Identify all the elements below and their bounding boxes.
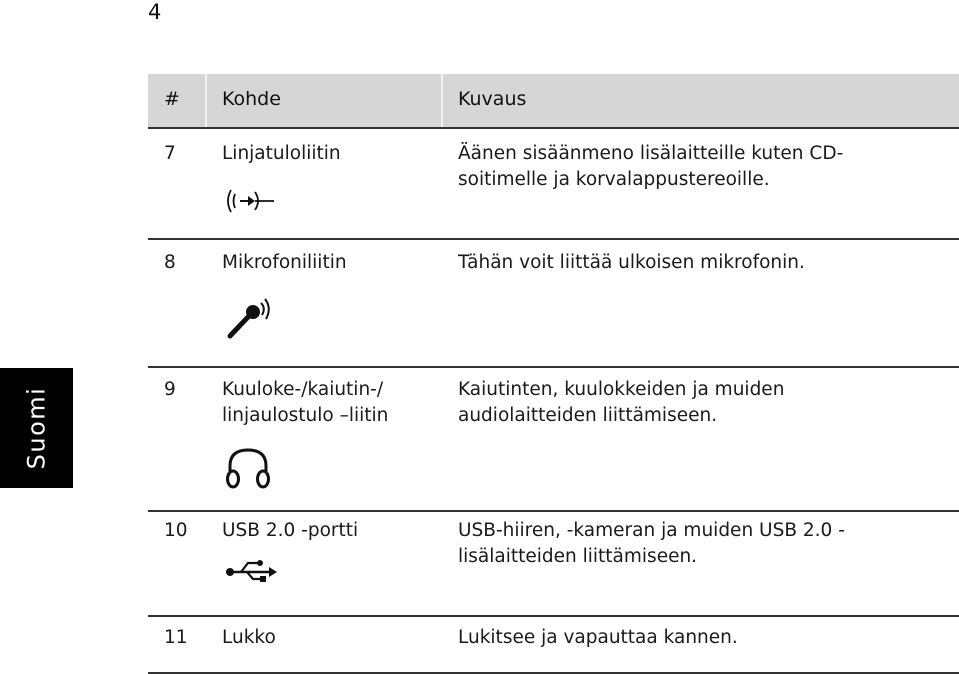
page-number: 4 (148, 0, 162, 24)
connector-table (148, 74, 959, 674)
table-row (148, 240, 959, 368)
line-in-icon (224, 187, 276, 215)
row-number: 10 (164, 520, 188, 541)
header-description: Kuvaus (458, 88, 527, 110)
usb-icon (224, 557, 278, 583)
language-side-tab (0, 368, 73, 488)
table-header (148, 74, 959, 129)
row-description: USB-hiiren, -kameran ja muiden USB 2.0 - lisälaitteiden liittämiseen. (458, 520, 845, 567)
table-row (148, 512, 959, 617)
row-number: 11 (164, 627, 188, 648)
row-item: Mikrofoniliitin (222, 252, 347, 273)
row-number: 9 (164, 379, 176, 400)
header-number: # (164, 88, 180, 110)
row-item: Lukko (222, 627, 276, 648)
header-item: Kohde (222, 88, 281, 110)
row-description: Äänen sisäänmeno lisälaitteille kuten CD- soitimelle ja korvalappustereoille. (458, 143, 844, 190)
row-number: 7 (164, 143, 176, 164)
row-number: 8 (164, 252, 176, 273)
row-description: Tähän voit liittää ulkoisen mikrofonin. (458, 252, 805, 273)
row-item: Linjatuloliitin (222, 143, 341, 164)
table-row (148, 368, 959, 512)
headphones-icon (224, 446, 272, 490)
row-item: Kuuloke-/kaiutin-/ linjaulostulo –liitin (222, 379, 389, 426)
row-description: Lukitsee ja vapauttaa kannen. (458, 627, 738, 648)
row-item: USB 2.0 -portti (222, 520, 359, 541)
language-label: Suomi (22, 386, 51, 470)
row-description: Kaiutinten, kuulokkeiden ja muiden audiolaitteiden liittämiseen. (458, 379, 785, 426)
microphone-icon (224, 298, 276, 342)
table-row (148, 129, 959, 240)
table-row (148, 617, 959, 674)
